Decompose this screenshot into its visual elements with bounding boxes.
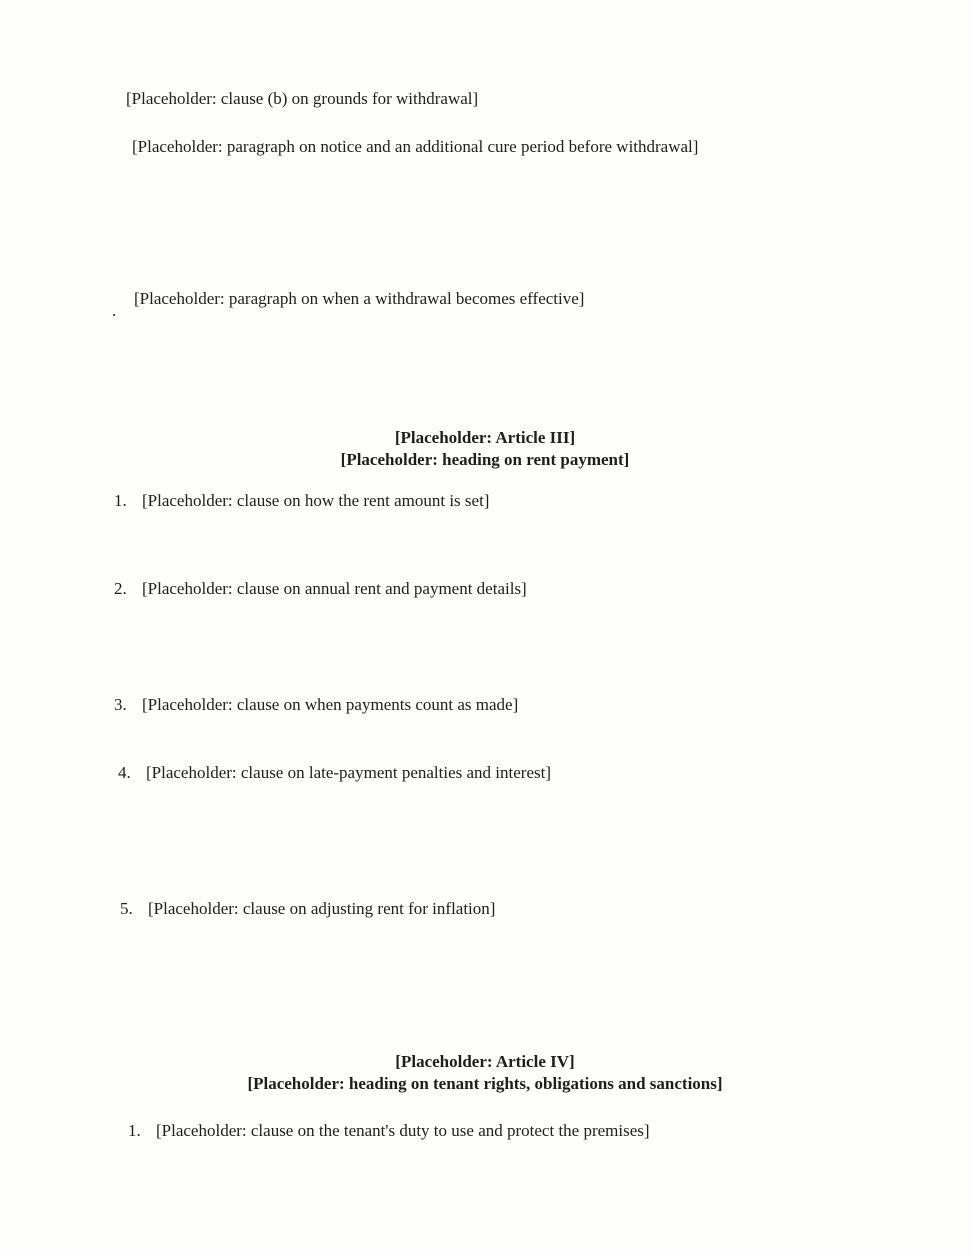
item-number: 5. bbox=[120, 899, 133, 918]
clause-b: [Placeholder: clause (b) on grounds for withdrawal] bbox=[126, 89, 479, 108]
paragraph-withdrawal-notice: [Placeholder: paragraph on notice and an additional cure period before withdrawal] bbox=[132, 137, 699, 156]
article-iii-item-5 bbox=[120, 898, 833, 920]
item-number: 1. bbox=[114, 491, 127, 510]
article-iv-subtitle: [Placeholder: heading on tenant rights, obligations and sanctions] bbox=[247, 1074, 723, 1093]
item-number: 4. bbox=[118, 763, 131, 782]
item-text: [Placeholder: clause on annual rent and payment details] bbox=[142, 579, 527, 598]
article-iii-item-3 bbox=[114, 694, 827, 716]
article-iii-item-2 bbox=[114, 578, 827, 600]
article-iv-title: [Placeholder: Article IV] bbox=[395, 1052, 575, 1071]
article-iv-item-1 bbox=[128, 1120, 836, 1142]
item-text: [Placeholder: clause on adjusting rent for inflation] bbox=[148, 899, 496, 918]
paragraph-withdrawal-effect: [Placeholder: paragraph on when a withdrawal becomes effective] bbox=[134, 289, 585, 308]
item-number: 2. bbox=[114, 579, 127, 598]
item-number: 3. bbox=[114, 695, 127, 714]
article-iii-title: [Placeholder: Article III] bbox=[394, 428, 576, 447]
item-text: [Placeholder: clause on late-payment penalties and interest] bbox=[146, 763, 552, 782]
item-text: [Placeholder: clause on when payments count as made] bbox=[142, 695, 519, 714]
article-iii-item-4 bbox=[118, 762, 831, 784]
bullet-marker: . bbox=[112, 301, 117, 320]
item-number: 1. bbox=[128, 1121, 141, 1140]
article-iii-subtitle: [Placeholder: heading on rent payment] bbox=[340, 450, 630, 469]
item-text: [Placeholder: clause on the tenant's duty to use and protect the premises] bbox=[156, 1121, 650, 1140]
item-text: [Placeholder: clause on how the rent amount is set] bbox=[142, 491, 490, 510]
article-iii-item-1 bbox=[114, 490, 827, 512]
